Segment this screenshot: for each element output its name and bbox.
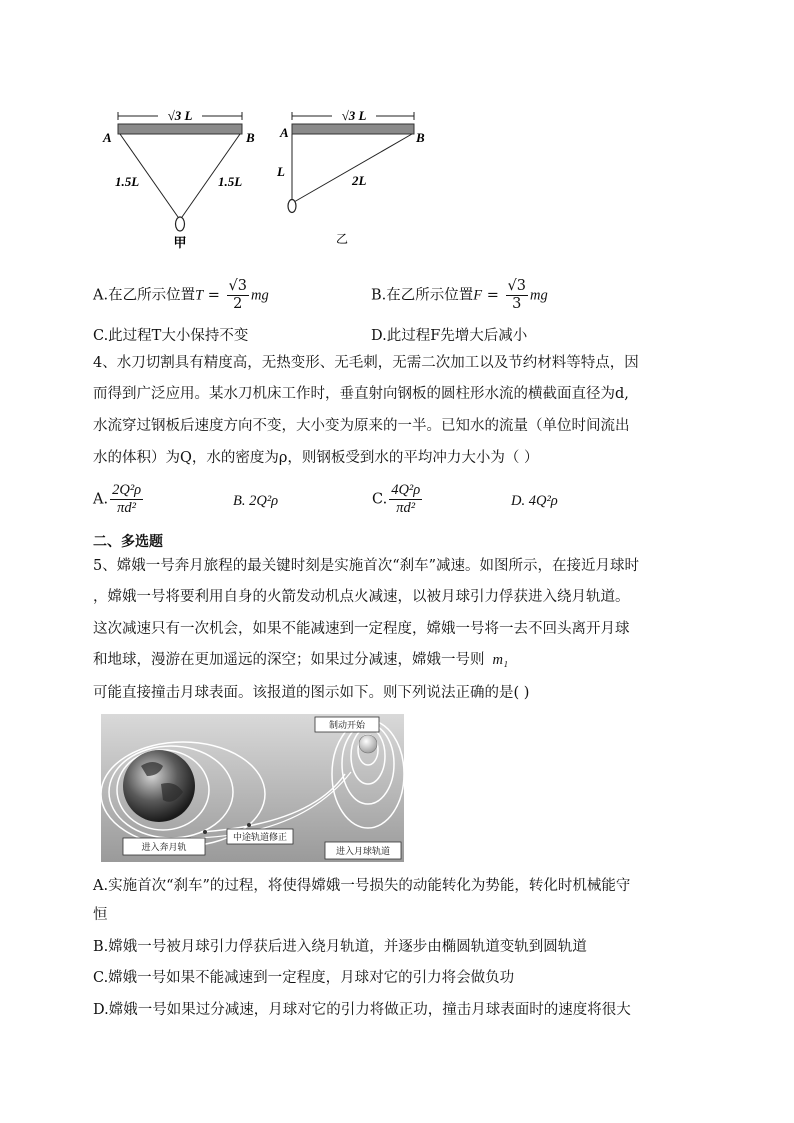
jia-label-b: B <box>246 130 255 145</box>
q3-option-d: D.此过程F先增大后减小 <box>371 328 528 344</box>
q4-option-a: A. $\frac{\text{2Q²ρ}}{\text{πd²}}$ <box>93 482 142 516</box>
jia-left-length: 1.5L <box>115 174 140 189</box>
q5-option-b: B.嫦娥一号被月球引力俘获后进入绕月轨道，并逐步由椭圆轨道变轨到圆轨道 <box>93 939 587 955</box>
fraction: $\frac{\text{2Q²ρ}}{\text{πd²}}$ <box>112 482 142 516</box>
fraction: $\frac{\text{4Q²ρ}}{\text{πd²}}$ <box>391 482 421 516</box>
q4-line-2: 而得到广泛应用。某水刀机床工作时，垂直射向钢板的圆柱形水流的横截面直径为d, <box>93 386 629 402</box>
q5-line-1: 5、嫦娥一号奔月旅程的最关键时刻是实施首次“刹车”减速。如图所示，在接近月球时 <box>93 558 640 574</box>
q4-line-3: 水流穿过钢板后速度方向不变，大小变为原来的一半。已知水的流量（单位时间流出 <box>93 418 630 434</box>
change-orbit-figure <box>101 714 404 862</box>
q5-line-5: 可能直接撞击月球表面。该报道的图示如下。则下列说法正确的是( ) <box>93 685 530 701</box>
q3-option-b: B.在乙所示位置F = $\frac{√3}{3}$ mg <box>371 278 548 312</box>
m1-symbol: m₁ <box>492 652 509 668</box>
yi-label-b: B <box>416 130 425 145</box>
q3-option-a: A.在乙所示位置T = $\frac{√3}{2}$ mg <box>93 278 269 312</box>
enter-transfer-orbit-label: 进入奔月轨 <box>141 842 187 852</box>
fraction: $\frac{√3}{3}$ <box>507 278 526 312</box>
q3-option-c: C.此过程T大小保持不变 <box>93 328 249 344</box>
yi-caption: 乙 <box>335 232 349 246</box>
jia-caption: 甲 <box>173 235 187 250</box>
q5-option-d: D.嫦娥一号如果过分减速，月球对它的引力将做正功，撞击月球表面时的速度将很大 <box>93 1002 631 1018</box>
yi-label-a: A <box>280 125 289 140</box>
earth-icon <box>123 750 195 822</box>
figure-jia <box>100 102 265 252</box>
jia-label-a: A <box>103 130 112 145</box>
q4-line-4: 水的体积）为Q，水的密度为ρ，则钢板受到水的平均冲力大小为（ ） <box>93 450 539 466</box>
q5-option-c: C.嫦娥一号如果不能减速到一定程度，月球对它的引力将会做负功 <box>93 970 515 986</box>
yi-vertical-length: L <box>277 164 285 179</box>
q5-line-4: 和地球，漫游在更加遥远的深空；如果过分减速，嫦娥一号则 m₁ <box>93 652 509 668</box>
yi-slant-length: 2L <box>352 173 367 188</box>
figure-yi <box>272 102 442 252</box>
brake-start-label: 制动开始 <box>328 720 366 730</box>
enter-lunar-orbit-label: 进入月球轨道 <box>335 846 391 856</box>
yi-top-length: √3 L <box>341 108 367 123</box>
q4-option-c: C. $\frac{\text{4Q²ρ}}{\text{πd²}}$ <box>372 482 421 516</box>
section-heading: 二、多选题 <box>93 534 163 550</box>
jia-top-length: √3 L <box>167 108 193 123</box>
midcourse-correction-label: 中途轨道修正 <box>232 832 288 842</box>
q5-option-a-line-2: 恒 <box>93 907 108 923</box>
fraction: $\frac{√3}{2}$ <box>228 278 248 312</box>
q4-option-b: B. 2Q²ρ <box>233 493 279 509</box>
q4-option-d: D. 4Q²ρ <box>511 493 558 509</box>
jia-right-length: 1.5L <box>218 174 243 189</box>
q5-option-a-line-1: A.实施首次“刹车”的过程，将使得嫦娥一号损失的动能转化为势能，转化时机械能守 <box>93 878 631 894</box>
moon-icon <box>359 735 377 753</box>
q4-line-1: 4、水刀切割具有精度高，无热变形、无毛刺，无需二次加工以及节约材料等特点，因 <box>93 355 639 371</box>
q5-line-2: ，嫦娥一号将要利用自身的火箭发动机点火减速，以被月球引力俘获进入绕月轨道。 <box>93 589 630 605</box>
q5-line-3: 这次减速只有一次机会，如果不能减速到一定程度，嫦娥一号将一去不回头离开月球 <box>93 621 630 637</box>
